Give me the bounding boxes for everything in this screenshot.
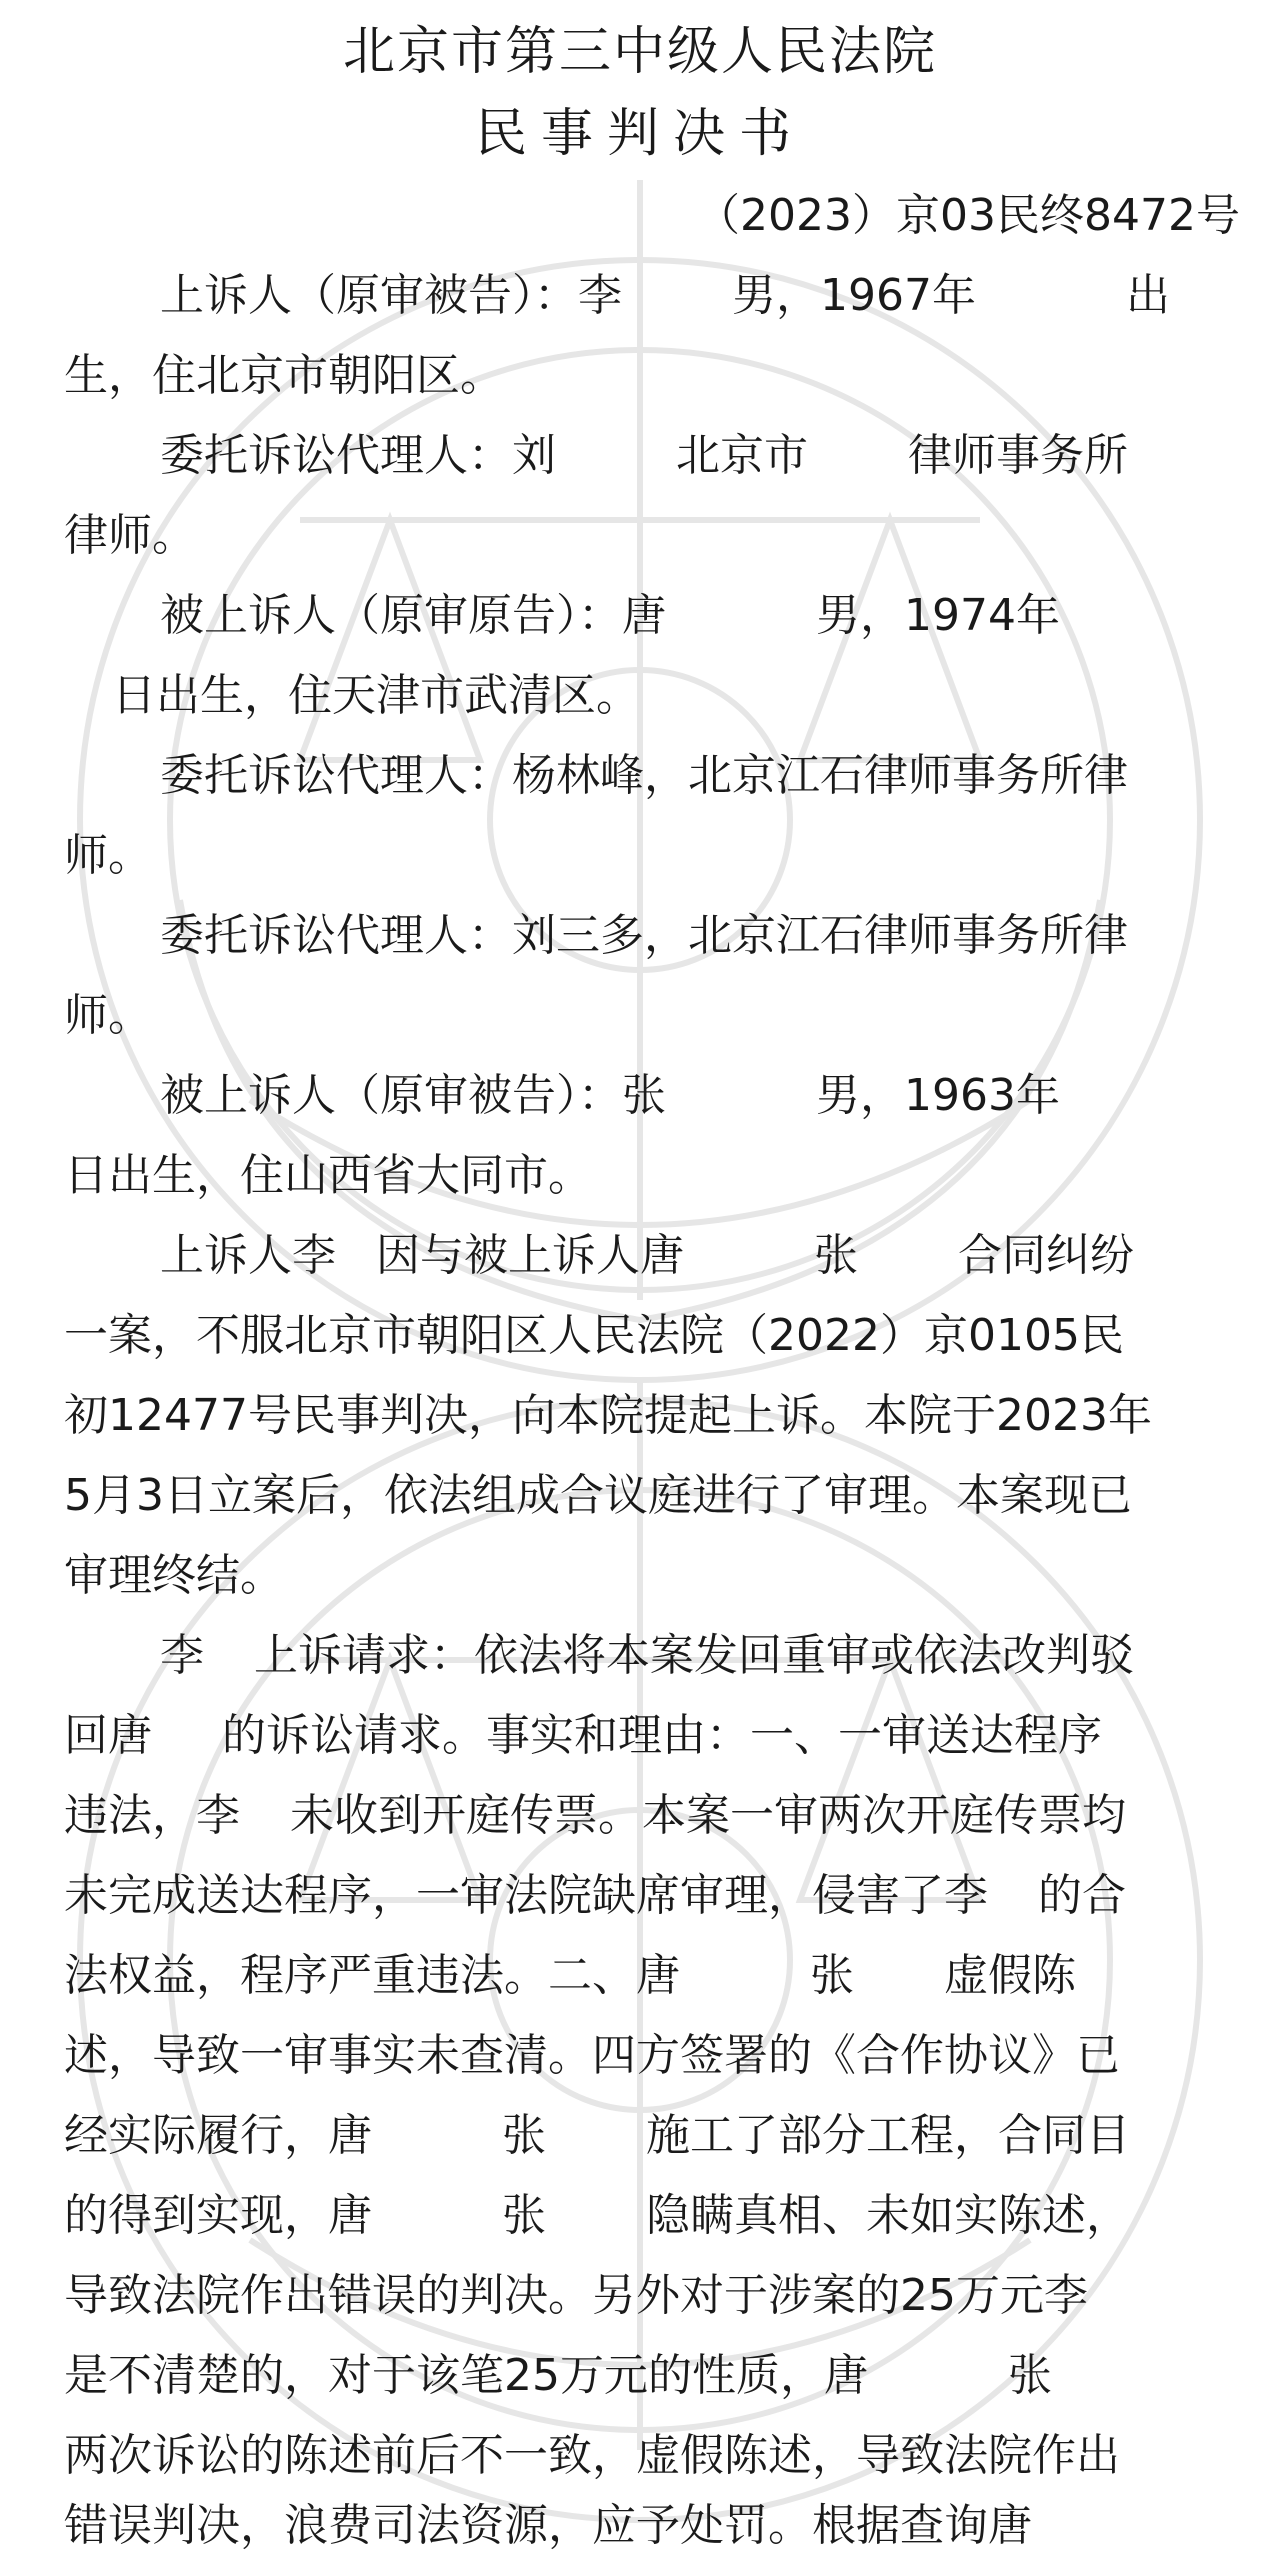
text-segment: 述，导致一审事实未查清。四方签署的《合作协议》已: [64, 2030, 1120, 2081]
text-line: [64, 1706, 1224, 1766]
text-segment: 男，1974年: [816, 590, 1060, 641]
text-segment: 张: [810, 1950, 854, 2001]
text-segment: 回唐: [64, 1710, 152, 1761]
text-line: [64, 666, 1224, 726]
text-segment: 上诉人（原审被告）：李: [160, 270, 622, 321]
text-line: [64, 2106, 1224, 2166]
text-segment: 导致法院作出错误的判决。另外对于涉案的25万元李: [64, 2270, 1088, 2321]
text-line: [64, 826, 1224, 886]
text-line: [64, 1146, 1224, 1206]
text-segment: 李: [160, 1630, 204, 1681]
text-segment: 审理终结。: [64, 1550, 284, 1601]
text-line: [64, 906, 1224, 966]
text-segment: 初12477号民事判决，向本院提起上诉。本院于2023年: [64, 1390, 1152, 1441]
text-line: [64, 1946, 1224, 2006]
text-segment: 律师。: [64, 510, 196, 561]
text-segment: 的合: [1038, 1870, 1126, 1921]
text-line: [64, 346, 1224, 406]
text-line: [64, 1626, 1224, 1686]
text-line: [64, 1226, 1224, 1286]
text-line: [64, 986, 1224, 1046]
text-line: [64, 746, 1224, 806]
text-segment: 北京市: [676, 430, 808, 481]
text-segment: 委托诉讼代理人：刘三多，北京江石律师事务所律: [160, 910, 1128, 961]
text-segment: 张: [502, 2190, 546, 2241]
text-segment: 未收到开庭传票。本案一审两次开庭传票均: [290, 1790, 1126, 1841]
text-segment: 上诉人李: [160, 1230, 336, 1281]
text-segment: 委托诉讼代理人：刘: [160, 430, 556, 481]
text-segment: 委托诉讼代理人：杨林峰，北京江石律师事务所律: [160, 750, 1128, 801]
text-segment: 出: [1125, 270, 1170, 321]
text-segment: 隐瞒真相、未如实陈述，: [646, 2190, 1130, 2241]
text-segment: 错误判决，浪费司法资源，应予处罚。根据查询唐: [64, 2500, 1032, 2551]
text-segment: 经实际履行，唐: [64, 2110, 372, 2161]
case-number: （2023）京03民终8472号: [696, 190, 1240, 241]
text-segment: 违法，李: [64, 1790, 240, 1841]
text-segment: 未完成送达程序，一审法院缺席审理，侵害了李: [64, 1870, 988, 1921]
text-segment: 男，1967年: [732, 270, 976, 321]
text-line: [64, 2496, 1224, 2556]
text-line: [64, 1066, 1224, 1126]
text-line: [64, 2026, 1224, 2086]
text-segment: 生，住北京市朝阳区。: [64, 350, 504, 401]
text-line: [64, 2426, 1224, 2486]
text-segment: 一案，不服北京市朝阳区人民法院（2022）京0105民: [64, 1310, 1124, 1361]
text-segment: 因与被上诉人唐: [376, 1230, 684, 1281]
text-segment: 师。: [64, 830, 152, 881]
text-segment: 律师事务所: [908, 430, 1128, 481]
text-line: [64, 266, 1224, 326]
court-name: 北京市第三中级人民法院: [342, 22, 937, 82]
text-line: [64, 2346, 1224, 2406]
text-segment: 日出生，住天津市武清区。: [112, 670, 640, 721]
text-segment: 是不清楚的，对于该笔25万元的性质，唐: [64, 2350, 868, 2401]
text-line: [64, 1546, 1224, 1606]
text-segment: 法权益，程序严重违法。二、唐: [64, 1950, 680, 2001]
text-segment: 日出生，住山西省大同市。: [64, 1150, 592, 1201]
text-line: [64, 1466, 1224, 1526]
text-line: [64, 1306, 1224, 1366]
text-segment: 张: [814, 1230, 858, 1281]
text-segment: 师。: [64, 990, 152, 1041]
text-segment: 被上诉人（原审原告）：唐: [160, 590, 666, 641]
text-segment: 被上诉人（原审被告）：张: [160, 1070, 666, 1121]
text-segment: 施工了部分工程，合同目: [646, 2110, 1130, 2161]
text-segment: 男，1963年: [816, 1070, 1060, 1121]
text-segment: 上诉请求：依法将本案发回重审或依法改判驳: [254, 1630, 1134, 1681]
text-segment: 的得到实现，唐: [64, 2190, 372, 2241]
text-segment: 的诉讼请求。事实和理由：一、一审送达程序: [222, 1710, 1102, 1761]
text-line: [64, 586, 1224, 646]
text-segment: 虚假陈: [944, 1950, 1076, 2001]
text-line: [64, 426, 1224, 486]
text-segment: 张: [502, 2110, 546, 2161]
text-line: [64, 2266, 1224, 2326]
text-line: [64, 2186, 1224, 2246]
text-line: [64, 1386, 1224, 1446]
text-line: [64, 1866, 1224, 1926]
text-segment: 张: [1008, 2350, 1052, 2401]
text-segment: 5月3日立案后，依法组成合议庭进行了审理。本案现已: [64, 1470, 1132, 1521]
text-line: [64, 506, 1224, 566]
text-segment: 两次诉讼的陈述前后不一致，虚假陈述，导致法院作出: [64, 2430, 1120, 2481]
text-segment: 合同纠纷: [958, 1230, 1134, 1281]
document-type: 民事判决书: [474, 104, 805, 164]
text-line: [64, 1786, 1224, 1846]
